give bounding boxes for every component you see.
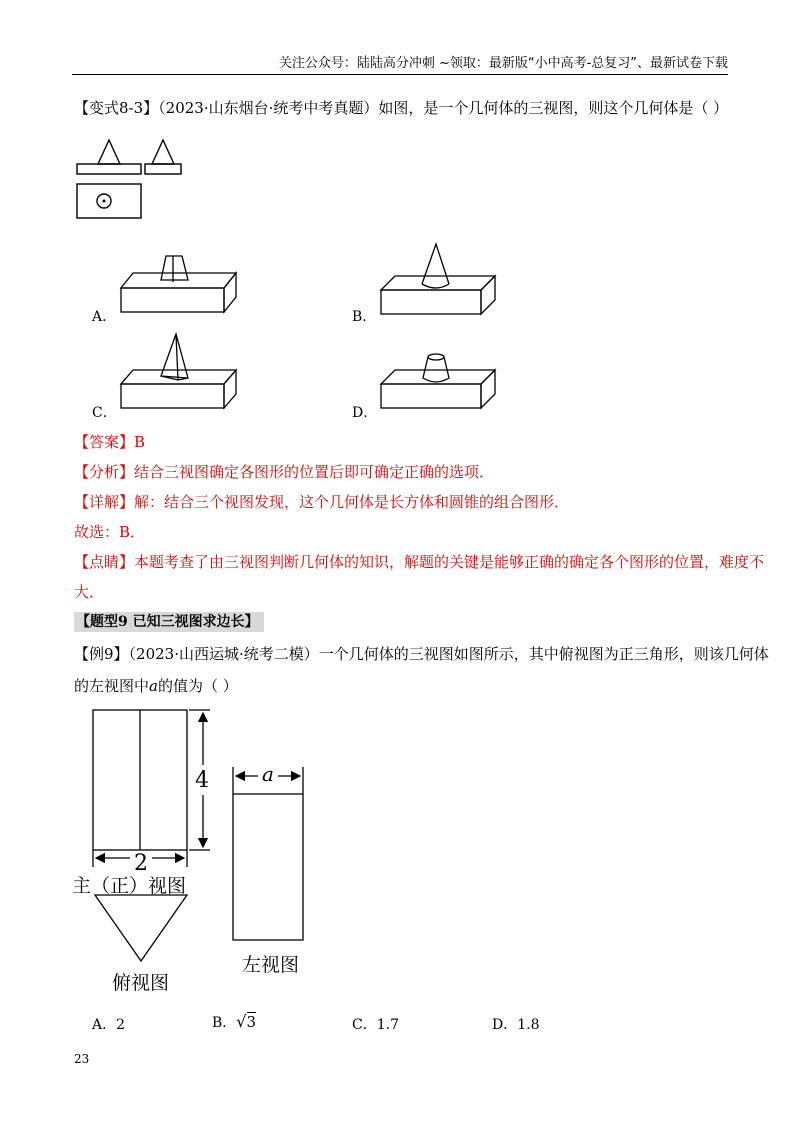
q83-option-d[interactable]: D． (352, 405, 378, 421)
choice-line: 故选：B． (74, 523, 146, 541)
answer-tag: 【答案】 (74, 433, 135, 451)
ex9-a-label: a (262, 762, 274, 786)
ex9-line-2 (74, 676, 238, 696)
ex9-option-c[interactable]: C．1.7 (352, 1017, 399, 1033)
analysis-text: 结合三视图确定各图形的位置后即可确定正确的选项． (134, 463, 495, 481)
page-number: 23 (74, 1052, 90, 1066)
top-view-label: 俯视图 (112, 972, 170, 994)
header-text: 关注公众号：陆陆高分冲刺 ~领取：最新版“小中高考-总复习”、最新试卷下载 (278, 56, 728, 71)
q83-option-a[interactable]: A． (92, 309, 117, 325)
ex9-option-b[interactable] (212, 1012, 256, 1032)
section-title: 【题型9 已知三视图求边长】 (74, 612, 264, 632)
q83-stem: 【变式8-3】（2023·山东烟台·统考中考真题）如图，是一个几何体的三视图，则这个几何体是（ ） (74, 99, 729, 117)
answer-line (74, 432, 145, 452)
option-b-solid (378, 240, 498, 318)
comment-tag: 【点睛】 (74, 553, 135, 571)
q83-three-views-figure (76, 136, 186, 221)
ex9-line2-pre: 的左视图中 (74, 677, 150, 695)
ex9-var-a: a (149, 677, 158, 695)
left-view-label: 左视图 (242, 954, 300, 976)
option-c-solid (118, 330, 238, 412)
comment-line-2: 大． (74, 583, 105, 601)
ex9-width-label: 2 (134, 851, 148, 876)
front-view-label: 主（正）视图 (72, 875, 187, 897)
comment-line-1 (74, 552, 764, 572)
detail-line (74, 492, 569, 512)
ex9-three-views-figure (70, 705, 330, 1005)
ex9-option-b-value: 3 (246, 1013, 257, 1031)
ex9-option-b-prefix: B． (212, 1015, 237, 1031)
q83-option-b[interactable]: B． (352, 309, 377, 325)
option-d-solid (378, 350, 498, 412)
analysis-tag: 【分析】 (74, 463, 135, 481)
q83-option-c[interactable]: C． (92, 405, 117, 421)
answer-value: B (134, 433, 146, 451)
ex9-option-a[interactable]: A．2 (92, 1017, 126, 1033)
sqrt-icon: √ (236, 1012, 247, 1031)
analysis-line (74, 462, 494, 482)
comment-text-1: 本题考查了由三视图判断几何体的知识，解题的关键是能够正确的确定各个图形的位置，难度不 (134, 553, 765, 571)
option-a-solid (118, 248, 238, 318)
ex9-option-d[interactable]: D．1.8 (492, 1017, 540, 1033)
ex9-line2-post: 的值为（ ） (157, 677, 238, 695)
detail-tag: 【详解】 (74, 493, 135, 511)
detail-text: 解：结合三个视图发现，这个几何体是长方体和圆锥的组合图形． (134, 493, 570, 511)
ex9-height-label: 4 (195, 768, 209, 793)
ex9-line-1: 【例9】（2023·山西运城·统考二模）一个几何体的三视图如图所示，其中俯视图为正三角形，则该几何体 (74, 645, 769, 663)
page-header (72, 52, 728, 75)
